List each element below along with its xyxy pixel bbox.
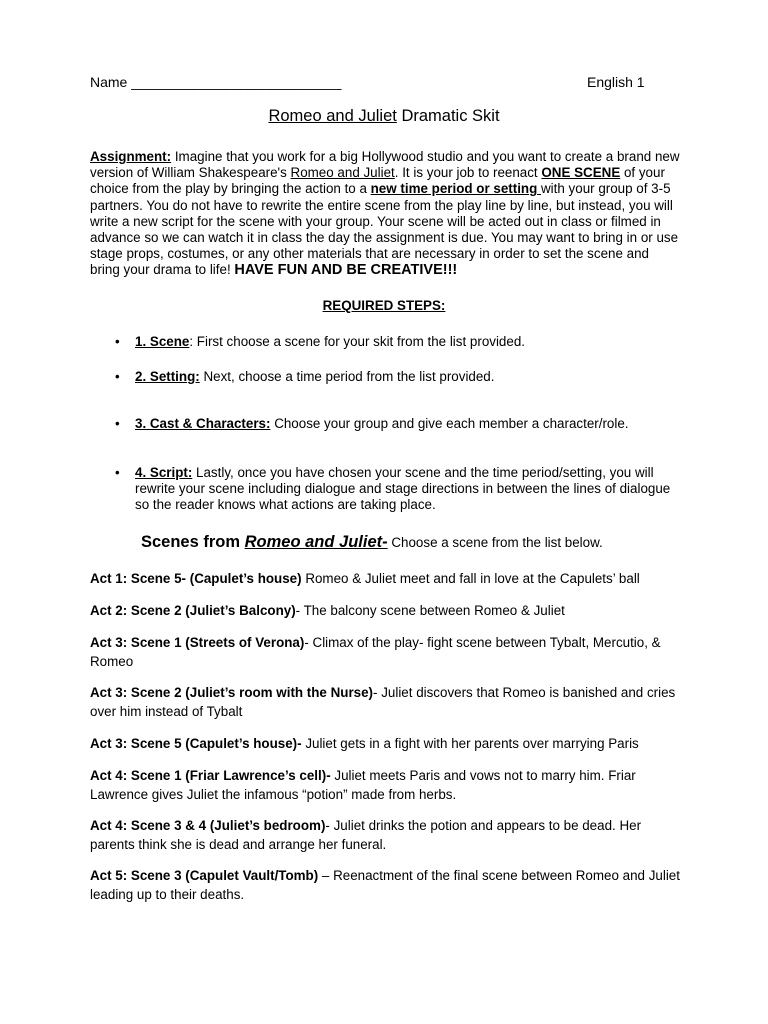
required-steps-heading: REQUIRED STEPS: <box>322 298 446 313</box>
title-rest: Dramatic Skit <box>396 107 500 125</box>
scene-option <box>90 683 680 721</box>
act-desc: – Reenactment of the final scene between Romeo and Juliet leading up to their deaths. <box>90 868 680 902</box>
page-title <box>0 107 768 126</box>
act-place: (Juliet’s room with the Nurse) <box>185 685 374 700</box>
act-desc: Juliet meets Paris and vows not to marry him. Friar Lawrence gives Juliet the infamous “potion” made from herbs. <box>90 768 636 802</box>
step-label: 1. Scene <box>135 334 190 349</box>
scene-option <box>90 569 680 588</box>
step-text: Lastly, once you have chosen your scene and the time period/setting, you will rewrite your scene including dialogue and stage directions in between the lines of dialogue so the reader knows what actions are taking place. <box>135 465 671 513</box>
act-place: (Friar Lawrence’s cell)- <box>185 768 331 783</box>
assignment-play-name: Romeo and Juliet <box>290 165 395 181</box>
scene-option <box>90 734 680 753</box>
act-place: (Juliet’s Balcony) <box>185 603 296 618</box>
act-label: Act 1: Scene 5 <box>90 571 182 586</box>
step-bullet: • <box>115 465 120 480</box>
step-item <box>135 465 680 514</box>
act-place: (Juliet’s bedroom) <box>209 818 326 833</box>
title-play-name: Romeo and Juliet <box>268 107 397 125</box>
one-scene-emphasis: ONE SCENE <box>541 165 621 181</box>
assignment-text-3: of your choice from the play by bringing the action to a <box>90 165 665 197</box>
step-bullet: • <box>115 334 120 349</box>
act-place: (Capulet’s house) <box>189 571 302 586</box>
act-label: Act 3: Scene 2 <box>90 685 182 700</box>
step-bullet: • <box>115 416 120 431</box>
scene-option <box>90 816 680 854</box>
assignment-label: Assignment: <box>90 149 172 164</box>
course-label: English 1 <box>587 74 645 90</box>
act-place: (Capulet Vault/Tomb) <box>185 868 319 883</box>
act-label: Act 4: Scene 1 <box>90 768 182 783</box>
step-label: 2. Setting: <box>135 369 200 384</box>
new-time-emphasis: new time period or setting <box>370 181 542 197</box>
act-place: (Capulet’s house)- <box>185 736 302 751</box>
act-desc: - Climax of the play- fight scene between Tybalt, Mercutio, & Romeo <box>90 635 661 669</box>
act-place: (Streets of Verona) <box>185 635 305 650</box>
act-desc: Juliet gets in a fight with her parents over marrying Paris <box>301 736 639 751</box>
assignment-text-1: Imagine that you work for a big Hollywood studio and you want to create a brand new version of William Shakespeare's <box>90 149 680 181</box>
step-item <box>135 416 680 432</box>
step-text: Next, choose a time period from the list provided. <box>203 369 495 384</box>
step-text: Choose your group and give each member a character/role. <box>274 416 629 431</box>
step-separator: : <box>189 334 197 349</box>
act-label: Act 3: Scene 1 <box>90 635 182 650</box>
step-bullet: • <box>115 369 120 384</box>
step-label: 4. Script: <box>135 465 193 480</box>
act-desc: - Juliet drinks the potion and appears to be dead. Her parents think she is dead and arrange her funeral. <box>90 818 642 852</box>
step-item <box>135 334 680 350</box>
scene-option <box>90 866 680 904</box>
act-desc: - Juliet discovers that Romeo is banished and cries over him instead of Tybalt <box>90 685 676 719</box>
step-label: 3. Cast & Characters: <box>135 416 271 431</box>
act-desc: Romeo & Juliet meet and fall in love at the Capulets’ ball <box>301 571 640 586</box>
scenes-heading <box>141 533 603 552</box>
scene-option <box>90 601 680 620</box>
act-label: Act 5: Scene 3 <box>90 868 182 883</box>
scene-option <box>90 766 680 804</box>
act-label: Act 4: Scene 3 & 4 <box>90 818 207 833</box>
act-label: Act 3: Scene 5 <box>90 736 182 751</box>
scene-option <box>90 633 680 671</box>
assignment-text-2: . It is your job to reenact <box>394 165 542 181</box>
act-sep: - <box>181 571 190 586</box>
step-item <box>135 369 680 385</box>
scenes-heading-prefix: Scenes from <box>141 533 245 551</box>
scenes-heading-play: Romeo and Juliet- <box>244 533 388 551</box>
act-label: Act 2: Scene 2 <box>90 603 182 618</box>
assignment-paragraph <box>90 149 680 279</box>
scenes-heading-instruction: Choose a scene from the list below. <box>387 535 603 550</box>
act-desc: - The balcony scene between Romeo & Juliet <box>295 603 565 618</box>
name-field-label: Name ___________________________ <box>90 74 342 90</box>
assignment-text-4: with your group of 3-5 partners. You do not have to rewrite the entire scene from the play line by line, but instead, you will write a new script for the scene with your group. Your scene will be acted out in class or filmed in advance so we can watch it in class the day the assignment is due. You may want to bring in or use stage props, costumes, or any other materials that are necessary in order to set the scene and bring your drama to life! <box>90 181 679 278</box>
have-fun-emphasis: HAVE FUN AND BE CREATIVE!!! <box>234 262 458 279</box>
step-text: First choose a scene for your skit from the list provided. <box>196 334 525 349</box>
